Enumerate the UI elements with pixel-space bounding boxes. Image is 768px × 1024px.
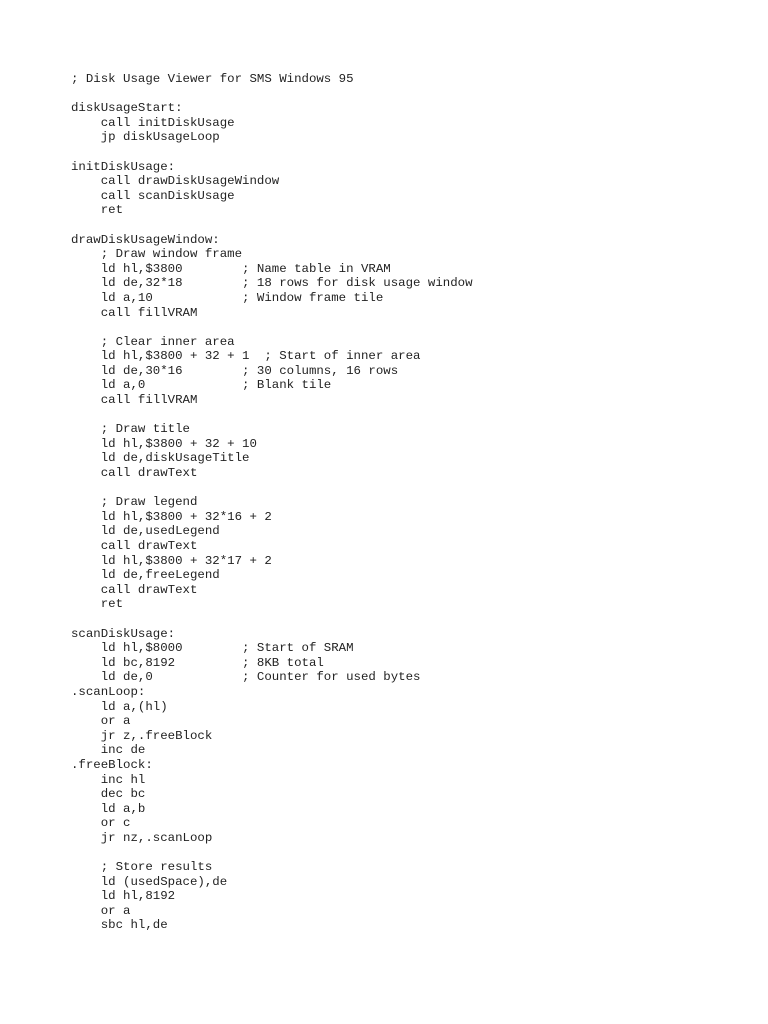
code-listing [71,72,473,933]
code-line: or a [71,903,131,918]
code-line: .scanLoop: [71,684,146,699]
code-line: diskUsageStart: [71,101,183,116]
code-line: .freeBlock: [71,757,153,772]
code-line: inc de [71,743,146,758]
code-line: ld hl,$3800 + 32 + 1 ; Start of inner area [71,349,421,364]
code-line: inc hl [71,772,146,787]
code-line: initDiskUsage: [71,159,176,174]
code-line [71,408,473,423]
code-line: ld de,freeLegend [71,568,220,583]
code-line: ld hl,8192 [71,889,176,904]
code-line: ; Disk Usage Viewer for SMS Windows 95 [71,72,354,86]
code-line: call scanDiskUsage [71,188,235,203]
code-line [71,612,473,627]
code-line [71,218,473,233]
code-line: scanDiskUsage: [71,626,176,641]
code-line: ld hl,$8000 ; Start of SRAM [71,641,354,656]
code-line: ld de,30*16 ; 30 columns, 16 rows [71,363,399,378]
code-line: jr nz,.scanLoop [71,830,213,845]
code-line: ld hl,$3800 + 32 + 10 [71,436,257,451]
code-line: ; Clear inner area [71,334,235,349]
code-line: call initDiskUsage [71,115,235,130]
code-line: jp diskUsageLoop [71,130,220,145]
code-line [71,845,473,860]
code-line: ld a,10 ; Window frame tile [71,290,384,305]
code-line: ld de,usedLegend [71,524,220,539]
code-line: ; Store results [71,860,213,875]
code-line [71,320,473,335]
code-line: call fillVRAM [71,305,198,320]
code-line: ld a,0 ; Blank tile [71,378,332,393]
code-line: jr z,.freeBlock [71,728,213,743]
code-line: dec bc [71,787,146,802]
code-line [71,145,473,160]
code-line [71,87,473,102]
code-line: drawDiskUsageWindow: [71,232,220,247]
code-line: ld bc,8192 ; 8KB total [71,655,324,670]
code-line: ld hl,$3800 + 32*17 + 2 [71,553,272,568]
code-line: ld de,diskUsageTitle [71,451,250,466]
code-line: ret [71,597,124,612]
code-line: call drawText [71,582,198,597]
code-line: ; Draw window frame [71,247,243,262]
code-line: ld (usedSpace),de [71,874,228,889]
code-line: ld de,0 ; Counter for used bytes [71,670,421,685]
code-line [71,481,473,496]
code-line: call fillVRAM [71,393,198,408]
code-line: call drawDiskUsageWindow [71,174,280,189]
code-line: or a [71,714,131,729]
code-line: ld a,(hl) [71,699,168,714]
code-line: call drawText [71,466,198,481]
code-line: or c [71,816,131,831]
code-line: ; Draw legend [71,495,198,510]
code-line: ld hl,$3800 ; Name table in VRAM [71,261,391,276]
code-line: call drawText [71,539,198,553]
code-line: ; Draw title [71,422,190,437]
code-line: ld de,32*18 ; 18 rows for disk usage window [71,276,473,291]
code-line: ld a,b [71,801,146,816]
code-line: ret [71,203,124,218]
code-line: ld hl,$3800 + 32*16 + 2 [71,509,272,524]
code-line: sbc hl,de [71,918,168,933]
